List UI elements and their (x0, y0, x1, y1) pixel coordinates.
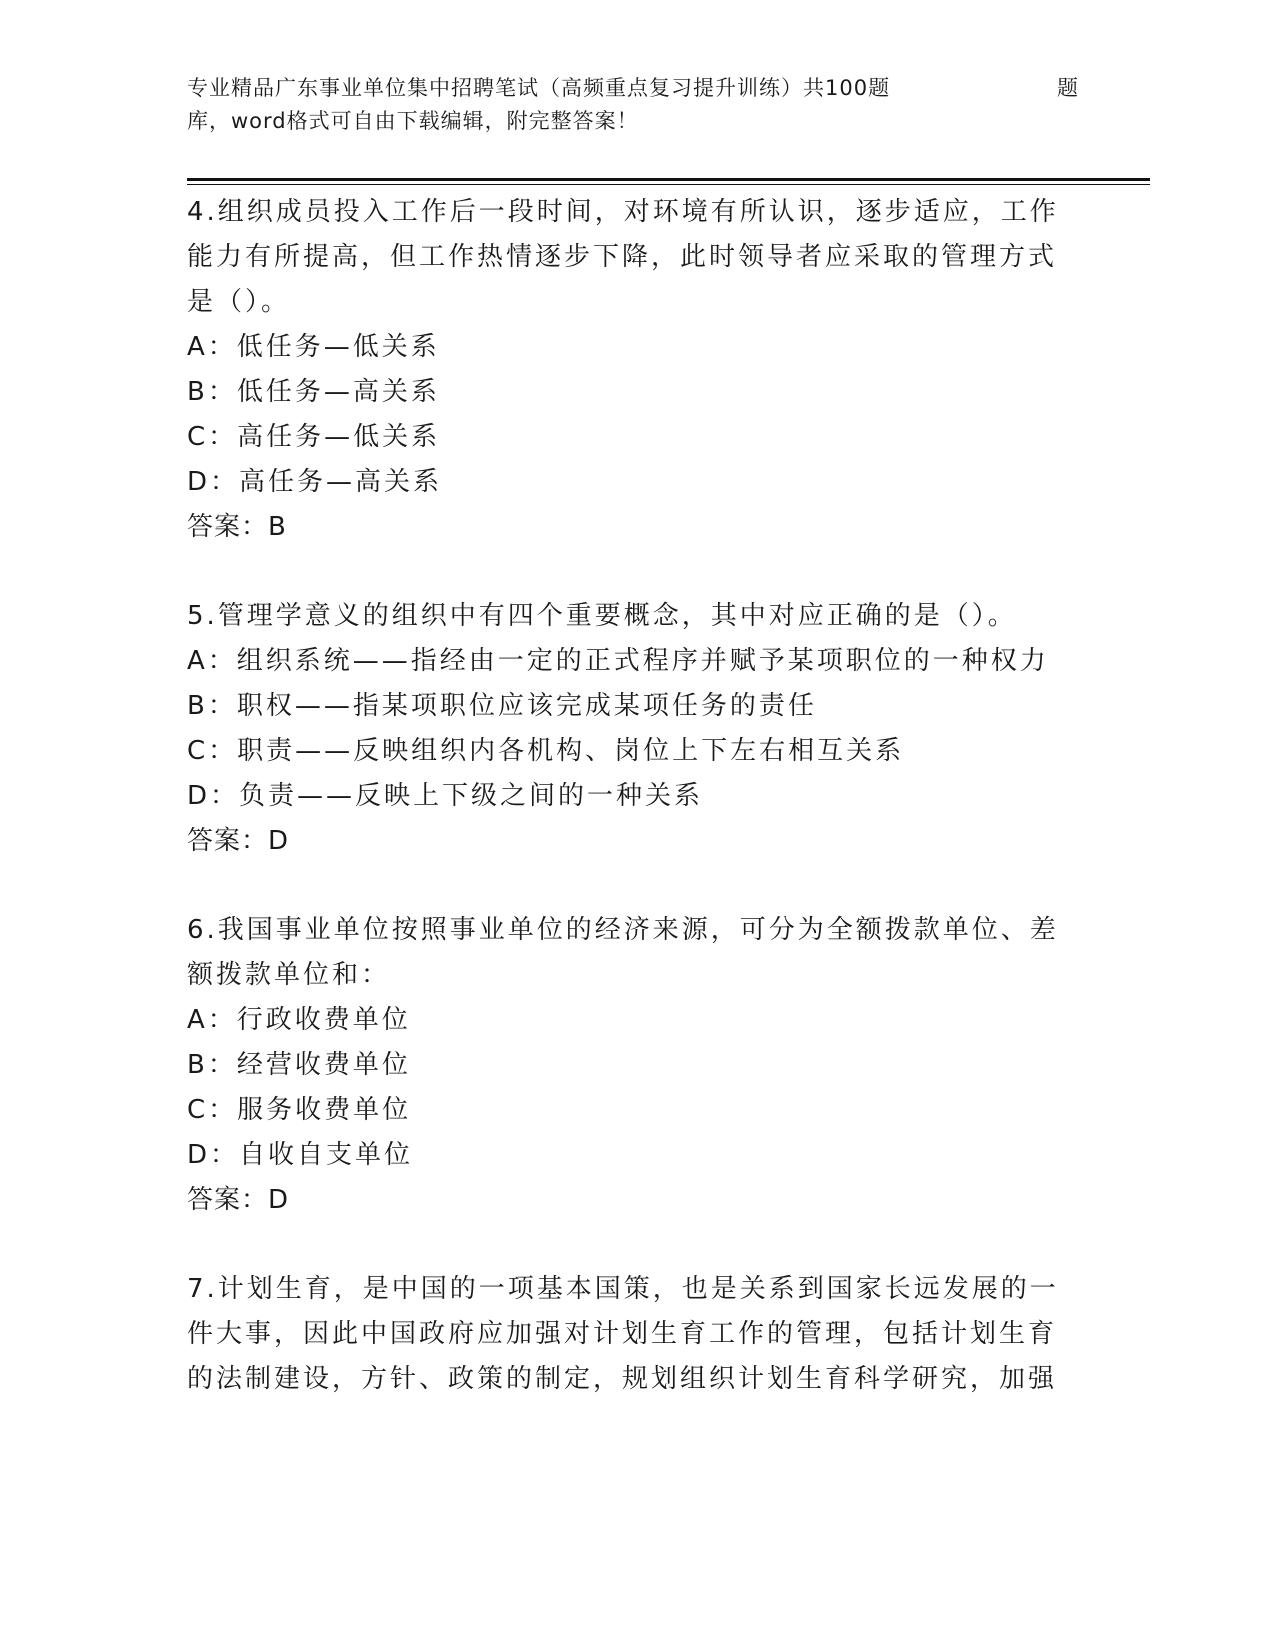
spacer (187, 864, 1067, 908)
option-b: B：经营收费单位 (187, 1050, 411, 1080)
option-a: A：组织系统——指经由一定的正式程序并赋予某项职位的一种权力 (187, 646, 1049, 676)
question-stem: 4.组织成员投入工作后一段时间，对环境有所认识，逐步适应，工作能力有所提高，但工作热情逐步下降，此时领导者应采取的管理方式是（）。 (187, 197, 1059, 317)
option-d: D：自收自支单位 (187, 1140, 414, 1170)
spacer (187, 1223, 1067, 1267)
option-c: C：职责——反映组织内各机构、岗位上下左右相互关系 (187, 736, 905, 766)
option-a: A：低任务—低关系 (187, 332, 440, 362)
question-stem: 6.我国事业单位按照事业单位的经济来源，可分为全额拨款单位、差额拨款单位和： (187, 915, 1059, 990)
option-b: B：职权——指某项职位应该完成某项任务的责任 (187, 691, 817, 721)
answer: 答案：D (187, 1185, 290, 1215)
option-d: D：负责——反映上下级之间的一种关系 (187, 781, 704, 811)
header-divider-thin (187, 184, 1150, 185)
spacer (187, 550, 1067, 594)
option-d: D：高任务—高关系 (187, 467, 443, 497)
question-item (187, 190, 1067, 550)
question-item (187, 908, 1067, 1223)
header-line-1 (187, 72, 1087, 105)
header-title-tail: 题 (1057, 76, 1079, 100)
header-line-2: 库，word格式可自由下载编辑，附完整答案！ (187, 109, 639, 133)
option-a: A：行政收费单位 (187, 1005, 411, 1035)
answer: 答案：B (187, 512, 287, 542)
option-b: B：低任务—高关系 (187, 377, 440, 407)
question-list (187, 190, 1067, 1402)
question-stem: 5.管理学意义的组织中有四个重要概念，其中对应正确的是（）。 (187, 601, 1017, 631)
question-item (187, 1267, 1067, 1402)
question-stem: 7.计划生育，是中国的一项基本国策，也是关系到国家长远发展的一件大事，因此中国政府应加强对计划生育工作的管理，包括计划生育的法制建设，方针、政策的制定，规划组织计划生育科学研究，加强 (187, 1274, 1059, 1394)
page-header (187, 72, 1087, 138)
option-c: C：服务收费单位 (187, 1095, 412, 1125)
question-item (187, 594, 1067, 864)
answer: 答案：D (187, 826, 290, 856)
option-c: C：高任务—低关系 (187, 422, 441, 452)
header-divider-thick (187, 178, 1150, 181)
header-title: 专业精品广东事业单位集中招聘笔试（高频重点复习提升训练）共100题 (187, 76, 891, 100)
